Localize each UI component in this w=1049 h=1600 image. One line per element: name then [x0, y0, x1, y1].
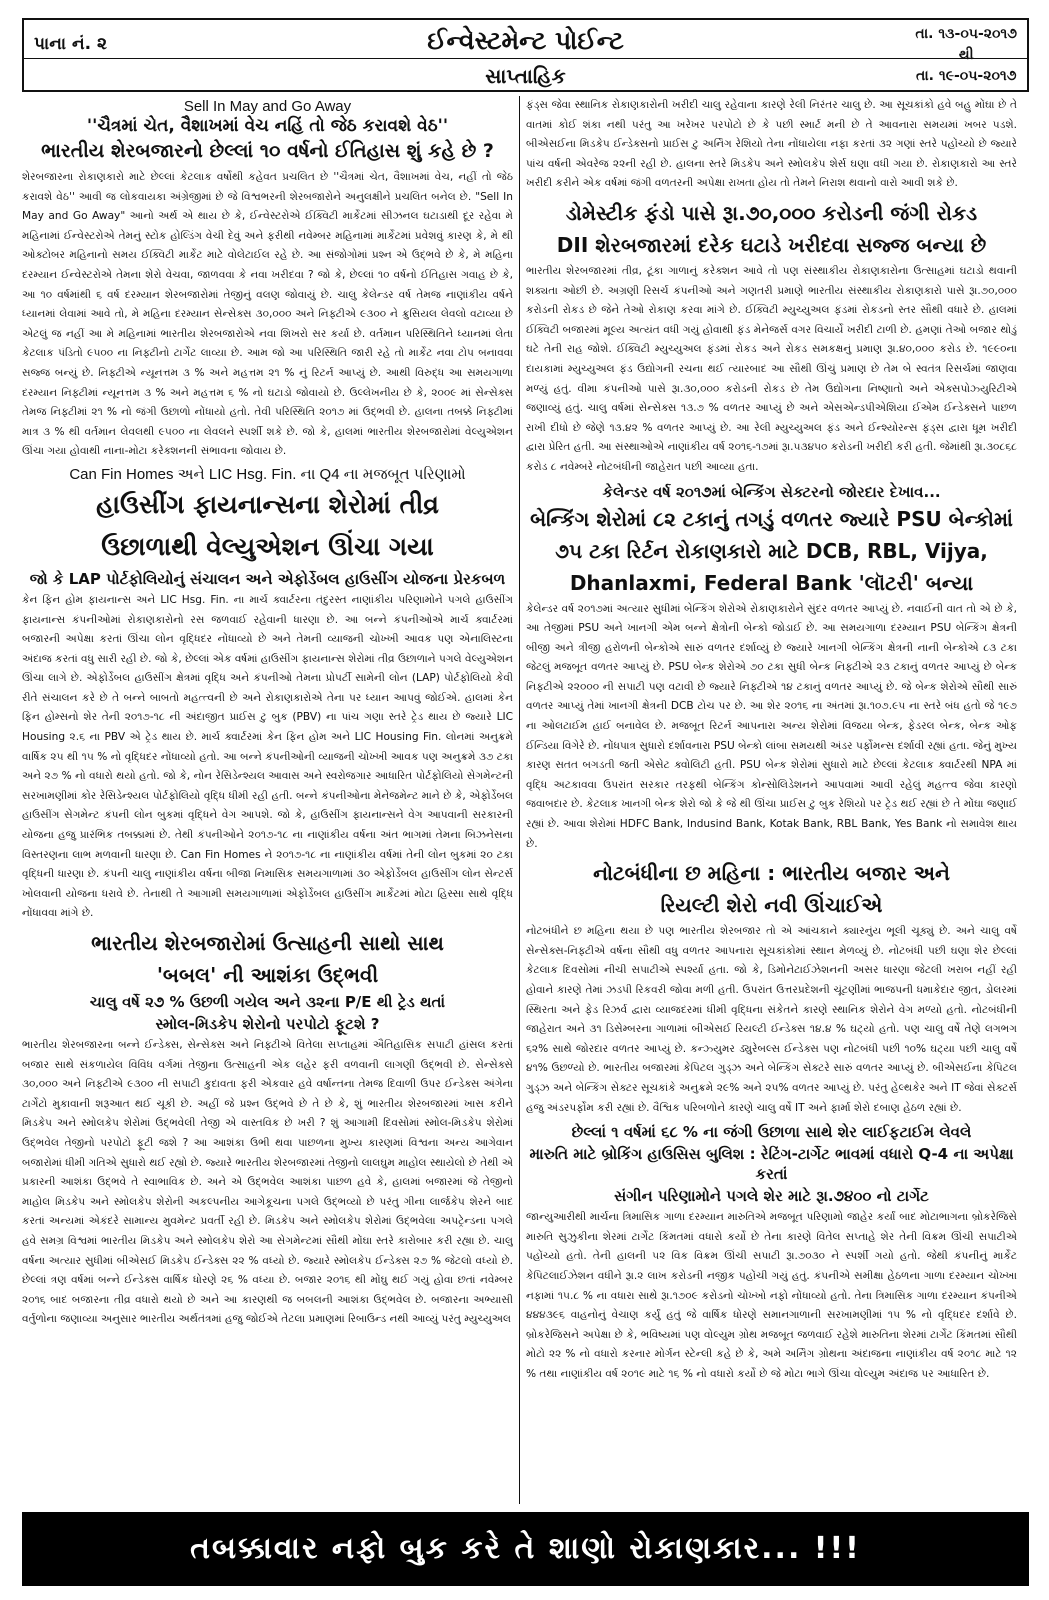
- article-headline: રિયલ્ટી શેરો નવી ઊંચાઈએ: [660, 893, 883, 918]
- article-columns: [22, 96, 1029, 1504]
- article-headline: ૭૫ ટકા રિર્ટન રોકાણકારો માટે DCB, RBL, Vijya,: [555, 538, 988, 563]
- article-headline: ભારતીય શેરબજારોમાં ઉત્સાહની સાથો સાથ: [91, 931, 444, 955]
- article-body: જાન્યુઆરીથી માર્ચના ત્રિમાસિક ગાળા દરમ્યાન મારુતિએ મજબૂત પરિણામો જાહેર કર્યાં બાદ મોટાભાગના બ્રોકરેજિસે મારુતિ સુઝુકીના શેરમાં ટાર્ગેટ કિંમતમાં વધારો કર્યો છે તેના કારણે વિતેલ સપ્તાહે શેર તેની વિક્રમ ઊંચી સપાટીએ પહોંચ્યો હતો. તેની હાલની ૫૨ વિક વિક્રમ ઊંચી સપાટી રૂા.૭૦૩૦ ને સ્પર્શી ગયો હતો. જેથી કંપનીનું માર્કેટ કેપિટલાઈઝેશન વધીને રૂા.૨ લાખ કરોડની નજીક પહોંચી ગયું હતું. કંપનીએ સમીક્ષા હેઠળના ગાળા દરમ્યાન ચોખ્ખા નફામાં ૧૫.૮ % ના વધારા સાથે રૂા.૧૭૦૯ કરોડનો ચોખ્ખો નફો નોંધાવ્યો હતો. તેના ત્રિમાસિક ગાળા દરમ્યાન કંપનીએ ૪૪૪૩૯૬ વાહનોનું વેચાણ કર્યું હતું જે વાર્ષિક ધોરણે સમાનગાળાની સરખામણીમાં ૧૫ % નો વૃદ્ધિદર દર્શાવે છે. બ્રોકરેજિસને અપેક્ષા છે કે, ભવિષ્યમાં પણ વોલ્યુમ ગ્રોથ મજબૂત જળવાઈ રહેશે મારુતિના શેરમાં ટાર્ગેટ કિંમતમાં સૌથી મોટો ૨૨ % નો વધારો કરનાર મોર્ગન સ્ટેન્લી કહે છે કે, અમે અર્નિંગ ગ્રોથના અંદાજના નાણાંકીય વર્ષ ૨૦૧૮ માટે ૧૨ % તથા નાણાંકીય વર્ષ ૨૦૧૯ માટે ૧૬ % નો વધારો કર્યો છે જે મોટા ભાગે ઊંચા વોલ્યુમ અંદાજ પર આધારિત છે.: [526, 1211, 1017, 1380]
- article-body: નોટબંધીને છ મહિના થયા છે પણ ભારતીય શેરબજાર તો એ આંચકાને ક્યારનુંય ભૂલી ચૂક્યું છે. અને ચાલુ વર્ષે સેન્સેક્સ-નિફ્ટીએ વર્ષના સૌથી વધુ વળતર આપનારા સૂચકાંકોમાં સ્થાન મેળવ્યું છે. નોટબંધી પછી ઘણા શેર છેલ્લાં કેટલાક દિવસોમાં નીચી સપાટીએ સ્પર્શ્યા હતા. જો કે, ડિમોનેટાઈઝેશનની અસર ધારણા જેટલી ખરાબ નહીં રહી હોવાને કારણે તેમાં ઝડપી રિકવરી જોવા મળી હતી. ઉપરાંત ઉત્તરપ્રદેશની ચૂંટણીમાં ભાજપની ધમાકેદાર જીત, ડોલરમાં સ્થિરતા અને ફેડ રિઝર્વ દ્વારા વ્યાજદરમાં ધીમી વૃદ્ધિના સંકેતને કારણે સ્થાનિક શેરોને વેગ મળ્યો હતો. નોટબંધીની જાહેરાત અને ૩૧ ડિસેમ્બરના ગાળામાં બીએસઈ રિયલ્ટી ઈન્ડેક્સ ૧૪.૪ % ઘટ્યો હતો. પણ ચાલુ વર્ષે તેણે લગભગ ૬૨% સાથે જોરદાર વળતર આપ્યું છે. કન્ઝ્યુમર ડ્યુરેબલ્સ ઈન્ડેક્સ પણ નોટબંધી પછી ૧૦% ઘટ્યા પછી ચાલુ વર્ષે ૪૧% ઉછળ્યો છે. ભારતીય બજારમાં કેપિટલ ગુડ્ઝ અને બેન્કિંગ સેક્ટરે સારું વળતર આપ્યું છે. બીએસઈના કેપિટલ ગુડ્ઝ અને બેન્કિંગ સેક્ટર સૂચકાંકે અનુક્રમે ૨૯% અને ૨૫% વળતર આપ્યું છે. પરંતુ હેલ્થકેર અને IT જેવાં સેક્ટર્સ હજુ અંડરપર્ફોમ કરી રહ્યાં છે. વૈશ્વિક પરિબળોને કારણે ચાલુ વર્ષે IT અને ફાર્મા શેરો દબાણ હેઠળ રહ્યાં છે.: [526, 925, 1017, 1114]
- right-column: [526, 96, 1017, 1504]
- article-quote: ''ચૈત્રમાં ચેત, વૈશાખમાં વેચ નહિં તો જેઠ કરાવશે વેઠ'': [86, 116, 449, 136]
- article-subheadline: સ્મોલ-મિડકેપ શેરોનો પરપોટો ફૂટશે ?: [155, 1015, 380, 1033]
- article-headline: બેન્કિંગ શેરોમાં ૮૨ ટકાનું તગડું વળતર જ્યારે PSU બેન્કોમાં: [530, 506, 1013, 531]
- publication-frequency: સાપ્તાહિક: [485, 64, 566, 88]
- article-headline: ઉછાળાથી વેલ્યુએશન ઊંચા ગયા: [101, 531, 434, 561]
- date-to: તા. ૧૯-૦૫-૨૦૧૭: [915, 68, 1017, 84]
- article-headline: Dhanlaxmi, Federal Bank 'લૉટરી' બન્યા: [569, 570, 974, 595]
- article-subheadline: સંગીન પરિણામોને પગલે શેર માટે રૂા.૭૪૦૦ નો ટાર્ગેટ: [614, 1187, 929, 1206]
- article-headline: નોટબંધીના છ મહિના : ભારતીય બજાર અને: [593, 861, 950, 886]
- date-from: તા. ૧૩-૦૫-૨૦૧૭: [915, 26, 1017, 42]
- article-kicker: કેલેન્ડર વર્ષ ૨૦૧૭માં બેન્કિંગ સેક્ટરનો જોરદાર દેખાવ...: [602, 482, 941, 501]
- article-subheadline: જો કે LAP પોર્ટફોલિયોનું સંચાલન અને એફોર્ડેબલ હાઉસીંગ યોજના પ્રેરકબળ: [29, 569, 506, 588]
- article-body: શેરબજારના રોકાણકારો માટે છેલ્લાં કેટલાક વર્ષોથી કહેવત પ્રચલિત છે ''ચૈત્રમાં ચેત, વૈશાખમાં વેચ, નહીં તો જેઠ કરાવશે વેઠ'' આવી જ લોકવાયકા અંગ્રેજીમાં છે જે વિશ્વભરની શેરબજારોને અનુલક્ષીને પ્રચલિત બનેલ છે. "Sell In May and Go Away" આનો અર્થ એ થાય છે કે, ઈન્વેસ્ટરોએ ઈક્વિટી માર્કેટમાં સીઝનલ ઘટાડાથી દૂર રહેવા મે મહિનામાં ઈન્વેસ્ટરોએ તેમનું સ્ટોક હોલ્ડિંગ વેચી દેવું અને ફરીથી નવેમ્બર મહિનામાં માર્કેટમાં પ્રવેશવું કારણ કે, મે થી ઓક્ટોબર મહિનાનો સમય ઈક્વિટી માર્કેટ માટે વોલેટાઈલ રહે છે. આ સંજોગોમાં પ્રશ્ન એ ઉદ્ભવે છે કે, મે મહિના દરમ્યાન ઈન્વેસ્ટરોએ તેમના શેરો વેચવા, જાળવવા કે નવા ખરીદવા ? જો કે, છેલ્લાં ૧૦ વર્ષનો ઈતિહાસ ગવાહ છે કે, આ ૧૦ વર્ષમાંથી ૬ વર્ષ દરમ્યાન શેરબજારોમાં તેજીનું વલણ જોવાયું છે. ચાલુ કેલેન્ડર વર્ષ તેમજ નાણાંકીય વર્ષને ધ્યાનમાં લેવામાં આવે તો, મે મહિના દરમ્યાન સેન્સેક્સ ૩૦,૦૦૦ અને નિફ્ટીએ ૯૩૦૦ ને ક્રુસિયલ લેવલો વટાવ્યા છે એટલું જ નહીં આ મે મહિનામાં ભારતીય શેરબજારોએ નવા શિખરો સર કર્યા છે. વર્તમાન પરિસ્થિતિને ધ્યાનમાં લેતા કેટલાક પંડિતો ૯૫૦૦ ના નિફ્ટીનો ટાર્ગેટ લાવ્યા છે. આમ જો આ પરિસ્થિતિ જારી રહે તો માર્કેટ નવા ટોપ બનાવવા સજ્જ બન્યું છે. નિફ્ટીએ ન્યૂનત્તમ ૩ % અને મહત્તમ ૨૧ % નું રિટર્ન આપ્યું છે. આથી વિરુદ્ધ આ સમયગાળા દરમ્યાન નિફ્ટીમાં ન્યૂનત્તમ ૩ % અને મહત્તમ ૬ % નો ઘટાડો જોવાયો છે. ઉલ્લેખનીય છે કે, ૨૦૦૯ માં સેન્સેક્સ તેમજ નિફ્ટીમાં ૨૧ % નો જંગી ઉછાળો નોંધાયો હતો. તેવી પરિસ્થિતિ ૨૦૧૭ માં ઉદ્ભવી છે. હાલના તબક્કે નિફ્ટીમાં માત્ર ૩ % થી વર્તમાન લેવલથી ૯૫૦૦ ના લેવલને સ્પર્શી શકે છે. જો કે, હાલમાં ભારતીય શેરબજારોમાં વેલ્યુએશન ઊંચા ગયા હોવાથી નાના-મોટા કરેક્શનની સંભાવના જોવાય છે.: [22, 171, 513, 458]
- article-body-continued: ફંડ્સ જેવા સ્થાનિક રોકાણકારોની ખરીદી ચાલુ રહેવાના કારણે રેલી નિરંતર ચાલુ છે. આ સૂચકાંકો હવે બહુ મોંઘા છે તે વાતમાં કોઈ શંકા નથી પરંતુ આ ખરેખર પરપોટો છે કે પછી સ્માર્ટ મની છે તે આવનારા સમયમાં ખબર પડશે. બીએસઈના મિડકેપ ઈન્ડેક્સનો પ્રાઈસ ટુ અર્નિંગ રેશિયો તેના નોંધાયેલા નફા કરતાં ૩૨ ગણાં સ્તરે પહોંચ્યો છે જ્યારે પાંચ વર્ષની એવરેજ ૨૨ની રહી છે. હાલના સ્તરે મિડકેપ અને સ્મોલકેપ શેર્સ ઘણા વધી ગયા છે. રોકાણકારો આ સ્તરે ખરીદી કરીને એક વર્ષમાં જંગી વળતરની અપેક્ષા રાખતા હોય તો તેમને નિરાશ થવાનો વારો આવી શકે છે.: [526, 99, 1017, 190]
- issue-dates: [915, 24, 1017, 87]
- article-kicker: Can Fin Homes અને LIC Hsg. Fin. ના Q4 ના મજબૂત પરિણામો: [69, 465, 466, 483]
- publication-title: ઈન્વેસ્ટમેન્ટ પોઈન્ટ: [427, 26, 624, 55]
- article-body: ભારતીય શેરબજારના બન્ને ઈન્ડેક્સ, સેન્સેક્સ અને નિફ્ટીએ વિતેલા સપ્તાહમાં ઐતિહાસિક સપાટી હાંસલ કરતાં બજાર સાથે સંકળાયેલ વિવિધ વર્ગમાં તેજીના ઉત્સાહની એક લહેર ફરી વળવાની લાગણી ઉદ્ભવી છે. સેન્સેક્સે ૩૦,૦૦૦ અને નિફ્ટીએ ૯૩૦૦ ની સપાટી કુદાવતા ફરી એકવાર હવે વર્ષાન્તના તેમજ દિવાળી ઉપર ઈન્ડેક્સ અંગેના ટાર્ગેટો મુકાવાની શરૂઆત થઈ ચૂકી છે. અહીં જે પ્રશ્ન ઉદ્ભવે છે તે છે કે, શું ભારતીય શેરબજારમાં ખાસ કરીને મિડકેપ અને સ્મોલકેપ શેરોમાં ઉદ્ભવેલી તેજી એ વાસ્તવિક છે ખરી ? શું આગામી દિવસોમાં સ્મોલ-મિડકેપ શેરોમાં ઉદ્ભવેલ તેજીનો પરપોટો ફૂટી જશે ? આ આશંકા ઉભી થવા પાછળના મુખ્ય કારણમાં વિશ્વના અન્ય આગેવાન બજારોમાં ધીમી ગતિએ સુધારો થઈ રહ્યો છે. જ્યારે ભારતીય શેરબજારમાં તેજીનો લાલઘુમ માહોલ સ્થાયેલો છે તેથી એ પ્રકારની આશંકા ઉદ્ભવે તે સ્વાભાવિક છે. અને એ ઉદ્ભવેલ આશંકા પાછળ હવે કે, હાલમાં બજારમાં જે તેજીનો માહોલ મિડકેપ અને સ્મોલકેપ શેરોની અકલ્પનીય આગેકૂચના પગલે ઉદ્ભવ્યો છે પરંતુ ગીના લાર્જકેપ શેરને બાદ કરતાં અન્યમાં એકંદરે સામાન્ય મુવમેન્ટ પ્રવર્તી રહી છે. મિડકેપ અને સ્મોલકેપ શેરોમાં ઉદ્ભવેલા અપટ્રેન્ડના પગલે હવે સમગ્ર વિશ્વમાં ભારતીય મિડકેપ અને સ્મોલકેપ શેરો આ સેગમેન્ટમાં સૌથી મોંઘા સ્તરે કારોબાર કરી રહ્યા છે. ચાલુ વર્ષના અત્યાર સુધીમાં બીએસઈ મિડકેપ ઈન્ડેક્સ ૨૨ % વધ્યો છે. જ્યારે સ્મોલકેપ ઈન્ડેક્સ ૨૭ % જેટલો વધ્યો છે. છેલ્લાં ત્રણ વર્ષમાં બન્ને ઈન્ડેક્સ વાર્ષિક ધોરણે ૨૬ % વધ્યા છે. બજાર ૨૦૧૬ થી મોંઘુ થઈ ગયું હોવા છતાં નવેમ્બર ૨૦૧૬ બાદ બજારના તીવ્ર વધારો થયો છે અને આ કારણથી જ બબલની આશંકા ઉદ્ભવેલ છે. બજારના અભ્યાસી વર્તુળોના જણાવ્યા અનુસાર ભારતીય અર્થતંત્રમાં હજુ જોઈએ તેટલા પ્રમાણમાં રિબાઉન્ડ નથી આવ્યું પરંતુ મ્યુચ્યુઅલ: [22, 1039, 513, 1326]
- article-headline: DII શેરબજારમાં દરેક ઘટાડે ખરીદવા સજ્જ બન્યા છે: [556, 232, 987, 257]
- newspaper-page: [22, 18, 1029, 1586]
- masthead: [22, 18, 1029, 92]
- article-headline: ભારતીય શેરબજારનો છેલ્લાં ૧૦ વર્ષનો ઈતિહાસ શું કહે છે ?: [41, 140, 494, 162]
- article-body: કેલેન્ડર વર્ષ ૨૦૧૭માં અત્યાર સુધીમાં બેન્કિંગ શેરોએ રોકાણકારોને સુંદર વળતર આપ્યું છે. નવાઈની વાત તો એ છે કે, આ તેજીમાં PSU અને ખાનગી એમ બન્ને ક્ષેત્રોની બેન્કો જોડાઈ છે. આ સમયગાળા દરમ્યાન PSU બેન્કિંગ ક્ષેત્રની બીજી અને ત્રીજી હરોળની બેન્કોએ સારું વળતર દર્શાવ્યું છે જ્યારે ખાનગી બેન્કિંગ ક્ષેત્રની નાની બેન્કોએ ૮૩ ટકા જેટલું મજબૂત વળતર આપ્યું છે. PSU બેન્ક શેરોએ ૭૦ ટકા સુધી બેન્ક નિફ્ટીએ ૨૩ ટકાનું વળતર આપ્યું છે બેન્ક નિફ્ટીએ ૨૨૦૦૦ ની સપાટી પણ વટાવી છે જ્યારે નિફ્ટીએ ૧૪ ટકાનું વળતર આપ્યું છે. જે બેન્ક શેરોએ સૌથી સારું વળતર આપ્યું તેમાં ખાનગી ક્ષેત્રની DCB ટોચ પર છે. આ શેર ૨૦૧૬ ના અંતમાં રૂા.૧૦૭.૯૫ ના સ્તરે બંધ હતો જે ૧૯૭ ના ઓલટાઈમ હાઈ બનાવેલ છે. મજબૂત રિટર્ન આપનારા અન્ય શેરોમાં વિજયા બેન્ક, ફેડરલ બેન્ક, બેન્ક ઓફ ઈન્ડિયા વિગેરે છે. નોંધપાત્ર સુધારો દર્શાવનારા PSU બેન્કો લાંબા સમયથી અંડર પર્ફોમન્સ દર્શાવી રહ્યાં હતા. જેનું મુખ્ય કારણ સતત બગડતી જતી એસેટ ક્વોલિટી હતી. PSU બેન્ક શેરોમાં સુધારો માટે છેલ્લાં કેટલાક ક્વાર્ટરથી NPA માં વૃદ્ધિ અટકાવવા ઉપરાંત સરકાર તરફથી બેન્કિંગ કોન્સોલિડેશનને આપવામાં આવી રહેલું મહત્ત્વ જેવા કારણો જવાબદાર છે. કેટલાક ખાનગી બેન્ક શેરો જો કે જે થી ઊંચા પ્રાઈસ ટુ બુક રેશિયો પર ટ્રેડ થઈ રહ્યાં છે તે મોંઘા જણાઈ રહ્યાં છે. આવા શેરોમાં HDFC Bank, Indusind Bank, Kotak Bank, RBL Bank, Yes Bank નો સમાવેશ થાય છે.: [526, 602, 1017, 850]
- article-headline: છેલ્લાં ૧ વર્ષમાં ૬૮ % ના જંગી ઉછાળા સાથે શેર લાઈફટાઈમ લેવલે: [571, 1123, 972, 1142]
- article-headline: 'બબલ' ની આશંકા ઉદ્ભવી: [156, 963, 379, 987]
- article-headline: હાઉસીંગ ફાયનાન્સના શેરોમાં તીવ્ર: [96, 489, 439, 519]
- masthead-rule: [24, 58, 1027, 59]
- date-separator: થી: [958, 47, 974, 63]
- article-subheadline: મારુતિ માટે બ્રોકિંગ હાઉસિસ બુલિશ : રેટિંગ-ટાર્ગેટ ભાવમાં વધારો Q-4 ના અપેક્ષા કરતાં: [529, 1145, 1014, 1184]
- article-kicker: Sell In May and Go Away: [183, 98, 352, 115]
- column-divider: [519, 96, 520, 1504]
- page-number: પાના નં. ૨: [34, 34, 107, 54]
- left-column: [22, 96, 513, 1504]
- article-body: ભારતીય શેરબજારમાં તીવ્ર, ટૂંકા ગાળાનું કરેક્શન આવે તો પણ સંસ્થાકીય રોકાણકારોના ઉત્સાહમાં ઘટાડો થવાની શક્યતા ઓછી છે. અગ્રણી રિસર્ચ કંપનીઓ અને ગણતરી પ્રમાણે ભારતીય સંસ્થાકીય રોકાણકારો પાસે રૂા.૭૦,૦૦૦ કરોડની રોકડ છે જેને તેઓ રોકાણ કરવા માંગે છે. ઈક્વિટી મ્યુચ્યુઅલ ફંડમાં રોકડનો સ્તર સૌથી વધારે છે. હાલમાં ઈક્વિટી બજારમાં મૂલ્ય અત્યંત વધી ગયું હોવાથી ફંડ મેનેજર્સ વગર વિચાર્યે ખરીદી ટાળી છે. હમણાં તેઓ બજાર થોડું ઘટે તેની રાહ જોશે. ઈક્વિટી મ્યુચ્યુઅલ ફંડમાં રોકડ અને રોકડ સમકક્ષનું પ્રમાણ રૂા.૪૦,૦૦૦ કરોડ છે. ૧૯૯૦ના દાયકામાં મ્યુચ્યુઅલ ફંડ ઉદ્યોગની રચના થઈ ત્યારબાદ આ સૌથી ઊંચું પ્રમાણ છે તેમ બે સ્વતંત્ર રિસર્ચમાં જાણવા મળ્યું હતું. વીમા કંપનીઓ પાસે રૂા.૩૦,૦૦૦ કરોડની રોકડ છે તેમ ઉદ્યોગના નિષ્ણાતો અને એક્સપોઝ્યુરિટીએ જણાવ્યું હતું. ચાલુ વર્ષમાં સેન્સેક્સ ૧૩.૭ % વળતર આપ્યું છે અને એસએન્ડપીએશિયા ઈએમ ઈન્ડેક્સને પાછળ રાખી દીધો છે જેણે ૧૩.૪૨ % વળતર આપ્યું છે. આ રેલી મ્યુચ્યુઅલ ફંડ અને ઈન્શ્યોરન્સ ફંડ્સ દ્વારા ધૂમ ખરીદી દ્વારા પ્રેરિત હતી. આ સંસ્થાઓએ નાણાંકીય વર્ષ ૨૦૧૬-૧૭માં રૂા.૫૩૪૫૦ કરોડની ખરીદી કરી હતી. જેમાંથી રૂા.૩૦૮૬૮ કરોડ ૮ નવેમ્બરે નોટબંધીની જાહેરાત પછી આવ્યા હતા.: [526, 264, 1017, 473]
- footer-banner: તબક્કાવાર નફો બુક કરે તે શાણો રોકાણકાર... !!!: [22, 1512, 1029, 1586]
- article-body: કેન ફિન હોમ ફાયનાન્સ અને LIC Hsg. Fin. ના માર્ચ ક્વાર્ટરના તંદુરસ્ત નાણાંકીય પરિણામોને પગલે હાઉસીંગ ફાયનાન્સ કંપનીઓમાં રોકાણકારોનો રસ જળવાઈ રહેવાની ધારણા છે. આ બન્ને કંપનીઓએ માર્ચ ક્વાર્ટરમાં બજારની અપેક્ષા કરતાં ઊંચા લોન વૃદ્ધિદર નોંધાવ્યો છે અને તેમની વ્યાજની ચોખ્ખી આવક પણ એનાલિસ્ટના અંદાજ કરતાં વધુ સારી રહી છે. જો કે, છેલ્લાં એક વર્ષમાં હાઉસીંગ ફાયનાન્સ શેરોમાં તીવ્ર ઉછાળાને પગલે વેલ્યુએશન ઊંચા લાગે છે. એફોર્ડેબલ હાઉસીંગ ક્ષેત્રમાં વૃદ્ધિ અને કંપનીઓ તેમના પ્રોપર્ટી સામેની લોન (LAP) પોર્ટફોલિયો કેવી રીતે સંચાલન કરે છે તે બન્ને બાબતો મહત્ત્વની છે અને રોકાણકારોએ તેના પર ધ્યાન આપવું જોઈએ. હાલમાં કેન ફિન હોમ્સનો શેર તેની ૨૦૧૭-૧૮ ની અંદાજીત પ્રાઈસ ટુ બુક (PBV) ના પાંચ ગણા સ્તરે ટ્રેડ થાય છે જ્યારે LIC Housing ૨.૬ ના PBV એ ટ્રેડ થાય છે. માર્ચ ક્વાર્ટરમાં કેન ફિન હોમ અને LIC Housing Fin. લોનમાં અનુક્રમે વાર્ષિક ૨૫ થી ૧૫ % નો વૃદ્ધિદર નોંધાવ્યો હતો. આ બન્ને કંપનીઓની વ્યાજની ચોખ્ખી આવક પણ અનુક્રમે ૩૭ ટકા અને ૨૭ % નો વધારો થયો હતો. જો કે, નોન રેસિડેન્શ્યલ આવાસ અને સ્વરોજગાર આધારિત પોર્ટફોલિયો સેગમેન્ટની સરખામણીમાં કોર રેસિડેન્શ્યલ પોર્ટફોલિયો વૃદ્ધિ ધીમી રહી હતી. બન્ને કંપનીઓના મેનેજમેન્ટ માને છે કે, એફોર્ડેબલ હાઉસીંગ સેગમેન્ટ કંપની લોન બુકમાં વૃદ્ધિને વેગ આપશે. જો કે, હાઉસીંગ ફાયનાન્સને વેગ આપવાની સરકારની યોજના હજુ પ્રારંભિક તબક્કામાં છે. તેથી કંપનીઓને ૨૦૧૭-૧૮ ના નાણાંકીય વર્ષના અંત ભાગમાં તેમના બિઝનેસના વિસ્તરણના લાભ મળવાની ધારણા છે. Can Fin Homes ને ૨૦૧૭-૧૮ ના નાણાંકીય વર્ષમાં તેની લોન બુકમાં ૨૦ ટકા વૃદ્ધિની ધારણા છે. કંપની ચાલુ નાણાંકીય વર્ષના બીજા નિમાસિક સમયગાળામાં ૩૦ એફોર્ડેબલ હાઉસીંગ લોન સેન્ટર્સ ખોલવાની યોજના ધરાવે છે. તેનાથી તે આગામી સમયગાળામાં એફોર્ડેબલ હાઉસીંગ માર્કેટમાં મોટા હિસ્સા સાથે વૃદ્ધિ નોંધાવવા માંગે છે.: [22, 593, 513, 920]
- article-subheadline: ચાલુ વર્ષે ૨૭ % ઉછળી ગયેલ અને ૩૨ના P/E થી ટ્રેડ થતાં: [89, 993, 446, 1011]
- article-headline: ડોમેસ્ટીક ફંડો પાસે રૂા.૭૦,૦૦૦ કરોડની જંગી રોકડ: [565, 200, 978, 225]
